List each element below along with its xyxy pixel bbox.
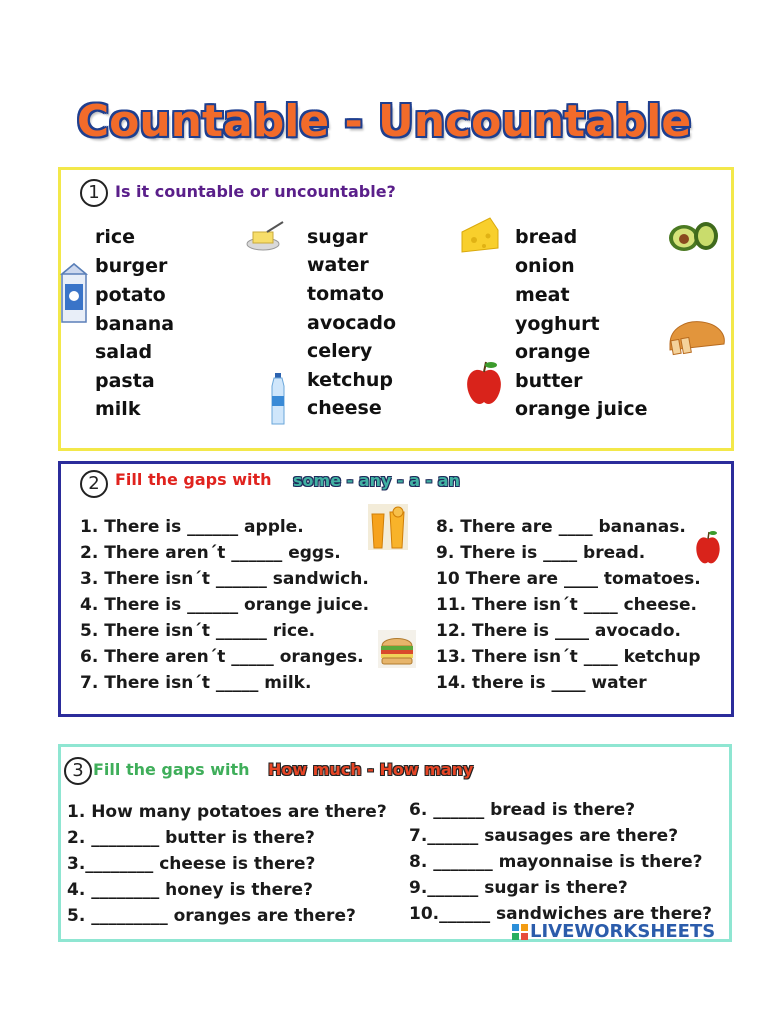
exercise-sentence: 3.________ cheese is there? [67,854,316,874]
exercise-sentence: 12. There is ____ avocado. [436,621,681,641]
exercise-sentence: 14. there is ____ water [436,673,647,693]
liveworksheets-logo-icon [512,924,528,940]
word-item: avocado [307,312,396,334]
exercise-sentence: 5. There isn´t ______ rice. [80,621,316,641]
exercise-sentence: 13. There isn´t ____ ketchup [436,647,701,667]
section-1-number: 1 [80,179,108,207]
word-item: water [307,254,369,276]
liveworksheets-brand: LIVEWORKSHEETS [530,921,716,942]
word-item: tomato [307,283,384,305]
word-item: ketchup [307,369,394,391]
section-2-heading: Fill the gaps with [115,470,272,489]
page-title: Countable - Uncountable [76,96,692,147]
apple-icon [694,530,722,566]
word-item: bread [515,226,578,248]
bread-icon [666,314,728,356]
exercise-sentence: 1. There is ______ apple. [80,517,304,537]
exercise-sentence: 11. There isn´t ____ cheese. [436,595,697,615]
section-2-number: 2 [80,470,108,498]
word-item: meat [515,284,570,306]
section-3-options: How much - How many [268,760,474,779]
water-bottle-icon [268,372,288,426]
exercise-sentence: 4. There is ______ orange juice. [80,595,370,615]
section-1-heading: Is it countable or uncountable? [115,182,396,201]
milk-carton-icon [58,262,90,324]
exercise-sentence: 5. _________ oranges are there? [67,906,356,926]
section-2-options: some - any - a - an [293,471,460,490]
exercise-sentence: 6. ______ bread is there? [409,800,636,820]
exercise-sentence: 4. ________ honey is there? [67,880,313,900]
word-item: yoghurt [515,313,600,335]
word-item: banana [95,313,175,335]
section-3-heading: Fill the gaps with [93,760,250,779]
word-item: burger [95,255,168,277]
orange-juice-icon [368,504,408,550]
exercise-sentence: 10 There are ____ tomatoes. [436,569,701,589]
word-item: potato [95,284,166,306]
word-item: cheese [307,397,382,419]
exercise-sentence: 9.______ sugar is there? [409,878,628,898]
word-item: onion [515,255,575,277]
exercise-sentence: 8. There are ____ bananas. [436,517,686,537]
exercise-sentence: 9. There is ____ bread. [436,543,646,563]
word-item: pasta [95,370,155,392]
exercise-sentence: 3. There isn´t ______ sandwich. [80,569,369,589]
exercise-sentence: 10.______ sandwiches are there? [409,904,713,924]
word-item: sugar [307,226,368,248]
exercise-sentence: 7. There isn´t _____ milk. [80,673,312,693]
word-item: orange [515,341,591,363]
cheese-icon [460,214,500,254]
exercise-sentence: 1. How many potatoes are there? [67,802,387,822]
word-item: salad [95,341,153,363]
exercise-sentence: 2. ________ butter is there? [67,828,315,848]
exercise-sentence: 7.______ sausages are there? [409,826,679,846]
apple-icon [464,360,504,408]
sandwich-icon [378,630,416,668]
exercise-sentence: 8. _______ mayonnaise is there? [409,852,703,872]
butter-icon [245,220,285,252]
section-3-number: 3 [64,757,92,785]
exercise-sentence: 6. There aren´t _____ oranges. [80,647,364,667]
word-item: butter [515,370,583,392]
avocado-icon [666,218,720,254]
word-item: celery [307,340,373,362]
exercise-sentence: 2. There aren´t ______ eggs. [80,543,341,563]
word-item: milk [95,398,141,420]
word-item: orange juice [515,398,648,420]
word-item: rice [95,226,136,248]
